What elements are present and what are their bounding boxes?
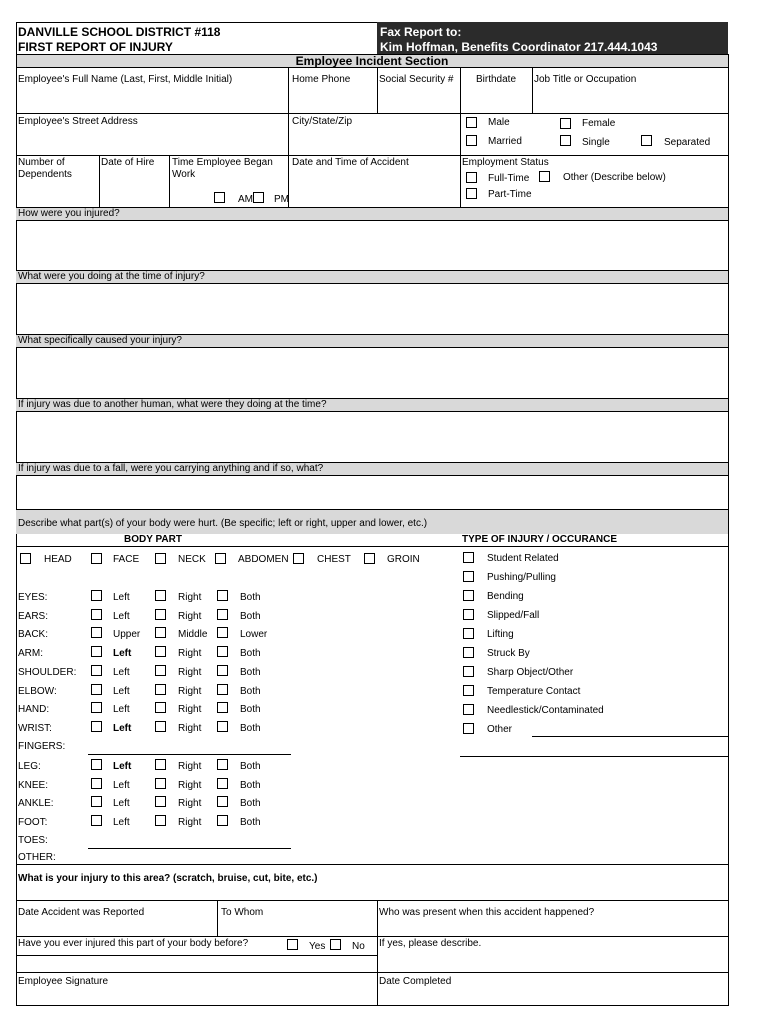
accident-datetime-label: Date and Time of Accident [292, 157, 409, 168]
married-checkbox[interactable] [466, 135, 477, 146]
body-option-checkbox[interactable] [217, 702, 228, 713]
body-top-label: NECK [178, 554, 206, 565]
dependents-label: Number of Dependents [18, 157, 72, 180]
body-option-checkbox[interactable] [155, 665, 166, 676]
body-option-checkbox[interactable] [217, 590, 228, 601]
body-option-checkbox[interactable] [217, 815, 228, 826]
section-title: Employee Incident Section [295, 54, 449, 68]
injury-type-label: Lifting [487, 629, 514, 640]
body-head-checkbox[interactable] [20, 553, 31, 564]
body-part-title: BODY PART [124, 534, 182, 545]
body-option-checkbox[interactable] [155, 759, 166, 770]
toes-label: TOES: [18, 835, 48, 846]
body-option-checkbox[interactable] [217, 609, 228, 620]
pm-label: PM [274, 194, 289, 205]
part-time-label: Part-Time [488, 189, 532, 200]
body-option-label: Left [113, 722, 132, 734]
body-row-label: WRIST: [18, 722, 52, 734]
ssn-label: Social Security # [379, 74, 454, 85]
body-row-label: KNEE: [18, 779, 49, 791]
body-chest-checkbox[interactable] [293, 553, 304, 564]
to-whom-label: To Whom [221, 907, 264, 918]
full-name-label: Employee's Full Name (Last, First, Middle Initial) [18, 74, 233, 85]
body-option-label: Both [240, 610, 261, 622]
body-option-checkbox[interactable] [91, 627, 102, 638]
body-option-checkbox[interactable] [91, 759, 102, 770]
body-option-label: Right [178, 722, 202, 734]
injury-type-label: Student Related [487, 553, 559, 564]
body-option-checkbox[interactable] [217, 646, 228, 657]
married-label: Married [488, 136, 522, 147]
body-option-label: Right [178, 704, 202, 716]
hire-date-label: Date of Hire [101, 157, 155, 168]
injury-type-label: Pushing/Pulling [487, 572, 556, 583]
body-option-checkbox[interactable] [155, 684, 166, 695]
body-option-label: Both [240, 817, 261, 829]
body-row-label: LEG: [18, 761, 41, 772]
pm-checkbox[interactable] [253, 192, 264, 203]
body-option-checkbox[interactable] [91, 590, 102, 601]
question-doing: What were you doing at the time of injury? [18, 271, 205, 282]
date-completed-label: Date Completed [379, 976, 452, 987]
body-option-label: Both [240, 779, 261, 791]
am-checkbox[interactable] [214, 192, 225, 203]
full-time-label: Full-Time [488, 173, 530, 184]
body-option-checkbox[interactable] [217, 627, 228, 638]
body-option-label: Right [178, 610, 202, 622]
question-fall: If injury was due to a fall, were you carrying anything and if so, what? [18, 463, 324, 474]
injury-type-title: TYPE OF INJURY / OCCURANCE [462, 534, 618, 545]
body-option-checkbox[interactable] [217, 721, 228, 732]
body-row-label: EYES: [18, 592, 48, 603]
report-title: FIRST REPORT OF INJURY [18, 40, 173, 54]
body-option-label: Right [178, 648, 202, 660]
body-option-label: Left [113, 704, 130, 716]
body-option-label: Left [113, 666, 130, 678]
body-option-label: Right [178, 592, 202, 603]
full-time-checkbox[interactable] [466, 172, 477, 183]
body-option-label: Left [113, 779, 130, 791]
fingers-label: FINGERS: [18, 741, 66, 752]
body-option-checkbox[interactable] [91, 721, 102, 732]
body-option-checkbox[interactable] [91, 796, 102, 807]
injury-type-checkbox[interactable] [463, 647, 474, 658]
birthdate-label: Birthdate [476, 74, 517, 85]
body-row-label: BACK: [18, 629, 49, 641]
other-status-checkbox[interactable] [539, 171, 550, 182]
injury-type-label: Struck By [487, 648, 530, 659]
body-neck-checkbox[interactable] [155, 553, 166, 564]
body-option-label: Left [113, 761, 132, 772]
body-option-checkbox[interactable] [155, 590, 166, 601]
injury-type-checkbox[interactable] [463, 571, 474, 582]
injury-type-checkbox[interactable] [463, 704, 474, 715]
body-option-checkbox[interactable] [91, 778, 102, 789]
body-option-label: Left [113, 798, 130, 810]
job-title-label: Job Title or Occupation [534, 74, 637, 85]
other-label: OTHER: [18, 852, 56, 863]
injury-type-label: Slipped/Fall [487, 610, 540, 621]
fax-label: Fax Report to: [380, 25, 462, 39]
body-row-label: ANKLE: [18, 798, 54, 810]
injury-type-label: Needlestick/Contaminated [487, 705, 604, 716]
body-option-label: Both [240, 648, 261, 660]
body-option-label: Left [113, 685, 130, 697]
district-title: DANVILLE SCHOOL DISTRICT #118 [18, 25, 221, 39]
injury-type-checkbox[interactable] [463, 609, 474, 620]
single-checkbox[interactable] [560, 135, 571, 146]
body-top-label: GROIN [387, 554, 420, 565]
injury-type-label: Temperature Contact [487, 686, 581, 697]
body-option-label: Both [240, 592, 261, 603]
question-body: Describe what part(s) of your body were hurt. (Be specific; left or right, upper and lower, etc.) [18, 518, 428, 529]
body-option-checkbox[interactable] [217, 778, 228, 789]
male-label: Male [488, 117, 510, 128]
body-option-checkbox[interactable] [155, 627, 166, 638]
body-option-label: Upper [113, 629, 141, 641]
question-human: If injury was due to another human, what were they doing at the time? [18, 399, 327, 410]
body-top-label: ABDOMEN [238, 554, 289, 565]
injury-report-form [16, 22, 728, 1006]
body-option-checkbox[interactable] [91, 665, 102, 676]
body-row-label: ELBOW: [18, 685, 57, 697]
injury-type-label: Sharp Object/Other [487, 667, 574, 678]
body-option-checkbox[interactable] [155, 609, 166, 620]
home-phone-label: Home Phone [292, 74, 351, 85]
body-option-checkbox[interactable] [91, 646, 102, 657]
body-option-label: Both [240, 685, 261, 697]
body-option-checkbox[interactable] [217, 796, 228, 807]
body-option-checkbox[interactable] [217, 759, 228, 770]
body-option-label: Both [240, 666, 261, 678]
body-option-label: Left [113, 610, 130, 622]
body-face-checkbox[interactable] [91, 553, 102, 564]
body-row-label: SHOULDER: [18, 666, 77, 678]
who-present-label: Who was present when this accident happened? [379, 907, 595, 918]
separated-checkbox[interactable] [641, 135, 652, 146]
am-label: AM [238, 194, 253, 205]
fax-contact: Kim Hoffman, Benefits Coordinator 217.444.1043 [380, 40, 658, 54]
injury-type-checkbox[interactable] [463, 590, 474, 601]
body-option-label: Both [240, 722, 261, 734]
employment-status-label: Employment Status [462, 157, 549, 168]
body-abdomen-checkbox[interactable] [215, 553, 226, 564]
body-option-label: Right [178, 666, 202, 678]
body-option-checkbox[interactable] [155, 778, 166, 789]
time-began-label: Time Employee Began Work [172, 157, 273, 180]
body-option-label: Left [113, 817, 130, 829]
body-option-checkbox[interactable] [155, 721, 166, 732]
body-option-label: Right [178, 685, 202, 697]
body-option-checkbox[interactable] [217, 684, 228, 695]
injury-type-label: Bending [487, 591, 524, 602]
yes-label: Yes [309, 941, 326, 952]
body-option-checkbox[interactable] [155, 646, 166, 657]
street-label: Employee's Street Address [18, 116, 138, 127]
body-option-checkbox[interactable] [91, 684, 102, 695]
body-option-checkbox[interactable] [155, 702, 166, 713]
body-top-label: FACE [113, 554, 140, 565]
no-label: No [352, 941, 365, 952]
injury-type-checkbox[interactable] [463, 723, 474, 734]
body-option-label: Both [240, 798, 261, 810]
signature-label: Employee Signature [18, 976, 109, 987]
single-label: Single [582, 137, 610, 148]
injury-type-checkbox[interactable] [463, 666, 474, 677]
body-top-label: HEAD [44, 554, 72, 565]
female-label: Female [582, 118, 616, 129]
injury-area-question: What is your injury to this area? (scratch, bruise, cut, bite, etc.) [18, 873, 318, 884]
body-option-checkbox[interactable] [91, 609, 102, 620]
body-option-label: Right [178, 761, 202, 772]
body-option-checkbox[interactable] [91, 702, 102, 713]
injury-type-checkbox[interactable] [463, 552, 474, 563]
question-how: How were you injured? [18, 208, 120, 219]
body-option-label: Lower [240, 629, 268, 641]
no-checkbox[interactable] [330, 939, 341, 950]
body-option-checkbox[interactable] [155, 796, 166, 807]
body-option-label: Right [178, 817, 202, 829]
body-row-label: EARS: [18, 610, 49, 622]
body-option-label: Right [178, 779, 202, 791]
date-reported-label: Date Accident was Reported [18, 907, 145, 918]
injury-type-checkbox[interactable] [463, 685, 474, 696]
body-option-label: Both [240, 704, 261, 716]
city-label: City/State/Zip [292, 116, 353, 127]
body-row-label: ARM: [18, 648, 43, 660]
body-option-label: Both [240, 761, 261, 772]
body-option-label: Middle [178, 629, 208, 641]
if-yes-label: If yes, please describe. [379, 938, 482, 949]
separated-label: Separated [664, 137, 711, 148]
body-row-label: HAND: [18, 704, 50, 716]
injury-type-checkbox[interactable] [463, 628, 474, 639]
body-option-label: Right [178, 798, 202, 810]
injury-type-label: Other [487, 724, 513, 735]
body-option-checkbox[interactable] [155, 815, 166, 826]
body-top-label: CHEST [317, 554, 351, 565]
part-time-checkbox[interactable] [466, 188, 477, 199]
body-option-checkbox[interactable] [91, 815, 102, 826]
body-option-label: Left [113, 648, 132, 660]
female-checkbox[interactable] [560, 118, 571, 129]
body-groin-checkbox[interactable] [364, 553, 375, 564]
body-row-label: FOOT: [18, 817, 48, 829]
body-option-checkbox[interactable] [217, 665, 228, 676]
injured-before-label: Have you ever injured this part of your body before? [18, 938, 249, 949]
body-option-label: Left [113, 592, 130, 603]
yes-checkbox[interactable] [287, 939, 298, 950]
question-caused: What specifically caused your injury? [18, 335, 182, 346]
male-checkbox[interactable] [466, 117, 477, 128]
other-status-label: Other (Describe below) [563, 172, 666, 183]
